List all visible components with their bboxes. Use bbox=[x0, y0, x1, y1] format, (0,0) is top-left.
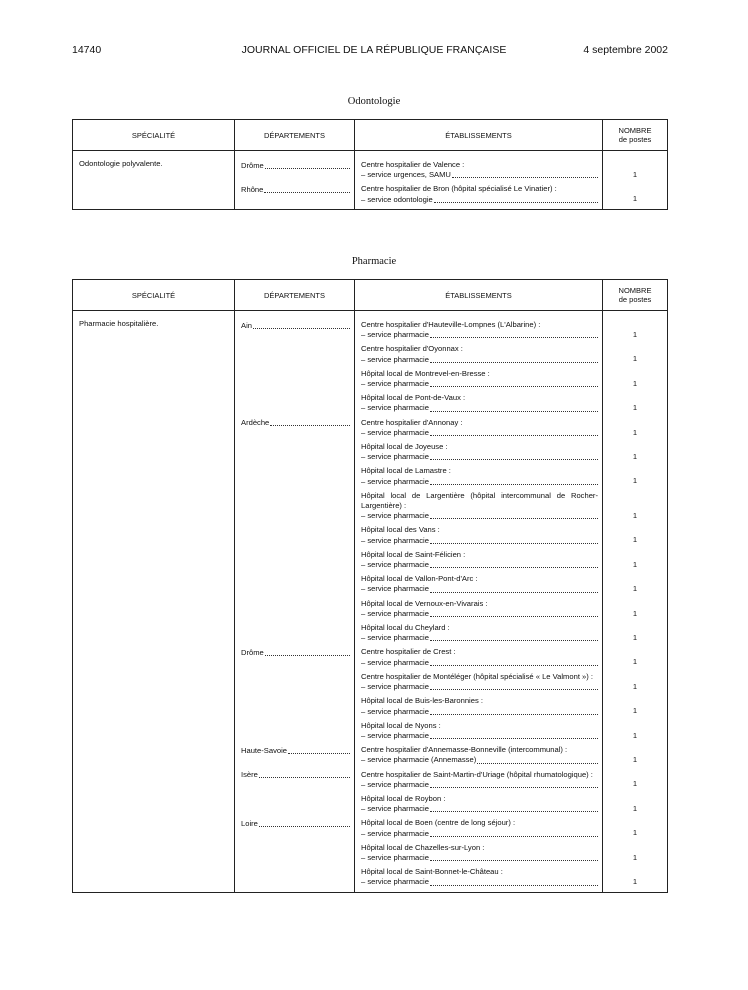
department-name-text: Isère bbox=[241, 770, 258, 780]
department-entry bbox=[241, 161, 350, 171]
establishment-entry bbox=[361, 184, 598, 204]
service bbox=[361, 707, 598, 717]
department-entry bbox=[241, 819, 350, 829]
establishment-entry bbox=[361, 647, 598, 667]
post-count-block bbox=[603, 682, 667, 692]
service bbox=[361, 170, 598, 180]
department-entry bbox=[241, 648, 350, 658]
service bbox=[361, 829, 598, 839]
specialty-name: Pharmacie hospitalière. bbox=[79, 319, 159, 328]
departments-cell bbox=[235, 151, 355, 210]
service bbox=[361, 755, 598, 765]
service-text: – service pharmacie bbox=[361, 584, 429, 594]
dot-leader bbox=[430, 434, 598, 436]
service-text: – service pharmacie bbox=[361, 403, 429, 413]
post-count-block bbox=[603, 706, 667, 716]
establishment-entry bbox=[361, 745, 598, 765]
establishment-name: Centre hospitalier de Saint-Martin-d'Uriage (hôpital rhumatologique) : bbox=[361, 769, 593, 779]
dot-leader bbox=[265, 654, 350, 656]
post-count-block bbox=[603, 170, 667, 180]
department-name-text: Rhône bbox=[241, 184, 264, 194]
service-text: – service odontologie bbox=[361, 194, 433, 204]
department-name bbox=[241, 648, 350, 658]
service-text: – service urgences, SAMU bbox=[361, 170, 451, 180]
establishment-entry bbox=[361, 525, 598, 545]
department-entry bbox=[241, 321, 350, 331]
dot-leader bbox=[430, 336, 598, 338]
service bbox=[361, 195, 598, 205]
table-header bbox=[73, 280, 668, 311]
col-header-nombre-1: NOMBRE bbox=[618, 126, 652, 135]
service-text: – service pharmacie bbox=[361, 511, 429, 521]
department-name bbox=[241, 746, 350, 756]
post-count: 1 bbox=[632, 828, 638, 838]
establishment-name: Hôpital local de Vernoux-en-Vivarais : bbox=[361, 598, 488, 608]
posts-cell bbox=[603, 151, 668, 210]
establishment-name: Hôpital local de Chazelles-sur-Lyon : bbox=[361, 842, 485, 852]
dot-leader bbox=[430, 517, 598, 519]
post-count-block bbox=[603, 779, 667, 789]
department-name-text: Haute-Savoie bbox=[241, 745, 288, 755]
departments-cell bbox=[235, 311, 355, 893]
establishment-entry bbox=[361, 843, 598, 863]
department-name-text: Drôme bbox=[241, 160, 264, 170]
establishment-entry bbox=[361, 344, 598, 364]
dot-leader bbox=[430, 688, 598, 690]
dot-leader bbox=[430, 483, 598, 485]
establishment-name: Hôpital local de Nyons : bbox=[361, 720, 441, 730]
post-count: 1 bbox=[632, 476, 638, 486]
dot-leader bbox=[259, 776, 350, 778]
service bbox=[361, 560, 598, 570]
service-text: – service pharmacie bbox=[361, 877, 429, 887]
post-count: 1 bbox=[632, 169, 638, 179]
dot-leader bbox=[430, 713, 598, 715]
post-count: 1 bbox=[632, 755, 638, 765]
post-count: 1 bbox=[632, 535, 638, 545]
establishments-cell bbox=[355, 311, 603, 893]
post-count-block bbox=[603, 354, 667, 364]
department-entry bbox=[241, 770, 350, 780]
establishment-name: Centre hospitalier de Montéléger (hôpital spécialisé « Le Valmont ») : bbox=[361, 671, 594, 681]
post-count-block bbox=[603, 731, 667, 741]
dot-leader bbox=[430, 566, 598, 568]
dot-leader bbox=[452, 176, 598, 178]
establishment-name: Hôpital local de Saint-Bonnet-le-Château : bbox=[361, 867, 503, 877]
col-header-departements: DÉPARTEMENTS bbox=[235, 280, 355, 311]
post-count-block bbox=[603, 330, 667, 340]
post-count-block bbox=[603, 403, 667, 413]
col-header-nombre-2: de postes bbox=[618, 135, 652, 144]
post-count: 1 bbox=[632, 730, 638, 740]
establishment-entry bbox=[361, 599, 598, 619]
establishment-entry bbox=[361, 623, 598, 643]
post-count: 1 bbox=[632, 608, 638, 618]
table-row bbox=[73, 151, 668, 210]
post-count: 1 bbox=[632, 194, 638, 204]
service-text: – service pharmacie bbox=[361, 608, 429, 618]
service bbox=[361, 428, 598, 438]
establishment-name: Hôpital local de Boen (centre de long séjour) : bbox=[361, 818, 516, 828]
post-count-block bbox=[603, 877, 667, 887]
dot-leader bbox=[430, 385, 598, 387]
service-text: – service pharmacie bbox=[361, 828, 429, 838]
post-count: 1 bbox=[632, 877, 638, 887]
establishment-entry bbox=[361, 818, 598, 838]
department-name-text: Ardèche bbox=[241, 418, 270, 428]
service bbox=[361, 452, 598, 462]
section-title-pharmacie: Pharmacie bbox=[351, 256, 397, 267]
department-entry bbox=[241, 418, 350, 428]
post-count: 1 bbox=[632, 681, 638, 691]
service-text: – service pharmacie bbox=[361, 476, 429, 486]
department-name bbox=[241, 161, 350, 171]
establishment-entry bbox=[361, 867, 598, 887]
post-count: 1 bbox=[632, 354, 638, 364]
service bbox=[361, 682, 598, 692]
department-name bbox=[241, 770, 350, 780]
establishment-entry bbox=[361, 466, 598, 486]
service-text: – service pharmacie bbox=[361, 535, 429, 545]
establishment-name: Centre hospitalier d'Hauteville-Lompnes (L'Albarine) : bbox=[361, 320, 541, 329]
department-name bbox=[241, 819, 350, 829]
dot-leader bbox=[430, 810, 598, 812]
establishment-name: Hôpital local des Vans : bbox=[361, 525, 440, 535]
section-title-odontologie: Odontologie bbox=[347, 96, 401, 107]
post-count-block bbox=[603, 511, 667, 521]
post-count-block bbox=[603, 428, 667, 438]
department-entry bbox=[241, 185, 350, 195]
service bbox=[361, 355, 598, 365]
establishment-entry bbox=[361, 393, 598, 413]
service-text: – service pharmacie bbox=[361, 804, 429, 814]
establishment-name: Hôpital local de Roybon : bbox=[361, 793, 446, 803]
col-header-nombre bbox=[603, 120, 668, 151]
establishment-name: Hôpital local de Joyeuse : bbox=[361, 442, 448, 452]
col-header-etablissements: ÉTABLISSEMENTS bbox=[355, 280, 603, 311]
establishment-entry bbox=[361, 369, 598, 389]
post-count-block bbox=[603, 535, 667, 545]
journal-title: JOURNAL OFFICIEL DE LA RÉPUBLIQUE FRANÇAISE bbox=[241, 44, 507, 56]
post-count-block bbox=[603, 609, 667, 619]
service bbox=[361, 877, 598, 887]
post-count: 1 bbox=[632, 706, 638, 716]
establishment-entry bbox=[361, 794, 598, 814]
post-count: 1 bbox=[632, 451, 638, 461]
page-date: 4 septembre 2002 bbox=[583, 44, 668, 56]
service bbox=[361, 633, 598, 643]
establishment-name: Hôpital local de Saint-Félicien : bbox=[361, 549, 466, 559]
service bbox=[361, 658, 598, 668]
service bbox=[361, 330, 598, 340]
post-count: 1 bbox=[632, 779, 638, 789]
dot-leader bbox=[430, 542, 598, 544]
posts-cell bbox=[603, 311, 668, 893]
post-count: 1 bbox=[632, 427, 638, 437]
post-count-block bbox=[603, 853, 667, 863]
specialty-name: Odontologie polyvalente. bbox=[79, 159, 163, 168]
dot-leader bbox=[264, 191, 350, 193]
dot-leader bbox=[253, 327, 350, 329]
service-text: – service pharmacie bbox=[361, 657, 429, 667]
dot-leader bbox=[430, 737, 598, 739]
establishment-name: Centre hospitalier de Bron (hôpital spécialisé Le Vinatier) : bbox=[361, 184, 557, 194]
odontologie-table bbox=[72, 119, 668, 210]
dot-leader bbox=[430, 361, 598, 363]
service-text: – service pharmacie bbox=[361, 427, 429, 437]
post-count: 1 bbox=[632, 852, 638, 862]
post-count-block bbox=[603, 657, 667, 667]
post-count: 1 bbox=[632, 403, 638, 413]
establishment-entry bbox=[361, 672, 598, 692]
establishment-name: Centre hospitalier de Crest : bbox=[361, 647, 456, 657]
pharmacie-table bbox=[72, 279, 668, 893]
post-count: 1 bbox=[632, 657, 638, 667]
dot-leader bbox=[270, 424, 350, 426]
post-count-block bbox=[603, 452, 667, 462]
post-count: 1 bbox=[632, 378, 638, 388]
service-text: – service pharmacie bbox=[361, 330, 429, 340]
department-entry bbox=[241, 746, 350, 756]
establishment-name: Hôpital local de Lamastre : bbox=[361, 466, 451, 476]
service-text: – service pharmacie bbox=[361, 779, 429, 789]
service bbox=[361, 853, 598, 863]
post-count-block bbox=[603, 755, 667, 765]
establishment-name: Hôpital local de Buis-les-Baronnies : bbox=[361, 696, 483, 706]
dot-leader bbox=[430, 835, 598, 837]
department-name-text: Drôme bbox=[241, 647, 264, 657]
service-text: – service pharmacie bbox=[361, 682, 429, 692]
dot-leader bbox=[288, 752, 350, 754]
service bbox=[361, 584, 598, 594]
dot-leader bbox=[430, 591, 598, 593]
service-text: – service pharmacie bbox=[361, 633, 429, 643]
department-name-text: Ain bbox=[241, 320, 252, 330]
establishment-name: Hôpital local de Largentière (hôpital intercommunal de Rocher-Largentière) : bbox=[361, 490, 598, 511]
post-count-block bbox=[603, 584, 667, 594]
service bbox=[361, 609, 598, 619]
service-text: – service pharmacie bbox=[361, 730, 429, 740]
establishment-name: Hôpital local de Pont-de-Vaux : bbox=[361, 393, 466, 403]
dot-leader bbox=[434, 201, 598, 203]
dot-leader bbox=[477, 762, 598, 764]
service bbox=[361, 804, 598, 814]
establishment-entry bbox=[361, 320, 598, 340]
establishment-name: Centre hospitalier d'Annonay : bbox=[361, 417, 463, 427]
establishment-entry bbox=[361, 160, 598, 180]
service bbox=[361, 511, 598, 521]
establishment-name: Centre hospitalier d'Annemasse-Bonneville (intercommunal) : bbox=[361, 745, 568, 755]
post-count-block bbox=[603, 476, 667, 486]
dot-leader bbox=[430, 615, 598, 617]
post-count-block bbox=[603, 379, 667, 389]
post-count-block bbox=[603, 828, 667, 838]
department-name-text: Loire bbox=[241, 818, 258, 828]
service-text: – service pharmacie bbox=[361, 452, 429, 462]
dot-leader bbox=[259, 825, 350, 827]
establishment-entry bbox=[361, 721, 598, 741]
post-count-block bbox=[603, 194, 667, 204]
col-header-nombre bbox=[603, 280, 668, 311]
service bbox=[361, 477, 598, 487]
dot-leader bbox=[430, 639, 598, 641]
department-name bbox=[241, 185, 350, 195]
dot-leader bbox=[430, 786, 598, 788]
establishment-name: Hôpital local du Cheylard : bbox=[361, 623, 450, 633]
dot-leader bbox=[430, 664, 598, 666]
col-header-departements: DÉPARTEMENTS bbox=[235, 120, 355, 151]
establishment-name: Hôpital local de Vallon-Pont-d'Arc : bbox=[361, 574, 478, 584]
post-count-block bbox=[603, 633, 667, 643]
establishments-cell bbox=[355, 151, 603, 210]
dot-leader bbox=[265, 167, 350, 169]
col-header-nombre-1: NOMBRE bbox=[618, 286, 652, 295]
establishment-entry bbox=[361, 442, 598, 462]
service-text: – service pharmacie bbox=[361, 852, 429, 862]
specialty-cell bbox=[73, 151, 235, 210]
page-number: 14740 bbox=[72, 44, 102, 56]
post-count-block bbox=[603, 804, 667, 814]
establishment-entry bbox=[361, 491, 598, 522]
post-count: 1 bbox=[632, 632, 638, 642]
department-name bbox=[241, 321, 350, 331]
service-text: – service pharmacie bbox=[361, 354, 429, 364]
table-row bbox=[73, 311, 668, 893]
table-header bbox=[73, 120, 668, 151]
service bbox=[361, 536, 598, 546]
service-text: – service pharmacie bbox=[361, 706, 429, 716]
department-name bbox=[241, 418, 350, 428]
establishment-entry bbox=[361, 574, 598, 594]
establishment-name: Centre hospitalier d'Oyonnax : bbox=[361, 344, 463, 354]
service bbox=[361, 403, 598, 413]
dot-leader bbox=[430, 410, 598, 412]
post-count: 1 bbox=[632, 510, 638, 520]
establishment-entry bbox=[361, 770, 598, 790]
service bbox=[361, 379, 598, 389]
col-header-etablissements: ÉTABLISSEMENTS bbox=[355, 120, 603, 151]
dot-leader bbox=[430, 884, 598, 886]
service bbox=[361, 780, 598, 790]
col-header-specialite: SPÉCIALITÉ bbox=[73, 120, 235, 151]
post-count: 1 bbox=[632, 329, 638, 339]
dot-leader bbox=[430, 458, 598, 460]
establishment-name: Centre hospitalier de Valence : bbox=[361, 160, 465, 169]
service bbox=[361, 731, 598, 741]
col-header-nombre-2: de postes bbox=[618, 295, 652, 304]
col-header-specialite: SPÉCIALITÉ bbox=[73, 280, 235, 311]
service-text: – service pharmacie bbox=[361, 560, 429, 570]
specialty-cell bbox=[73, 311, 235, 893]
post-count: 1 bbox=[632, 584, 638, 594]
establishment-name: Hôpital local de Montrevel-en-Bresse : bbox=[361, 368, 490, 378]
establishment-entry bbox=[361, 550, 598, 570]
establishment-entry bbox=[361, 418, 598, 438]
post-count: 1 bbox=[632, 803, 638, 813]
dot-leader bbox=[430, 859, 598, 861]
establishment-entry bbox=[361, 696, 598, 716]
post-count-block bbox=[603, 560, 667, 570]
service-text: – service pharmacie bbox=[361, 379, 429, 389]
post-count: 1 bbox=[632, 559, 638, 569]
service-text: – service pharmacie (Annemasse) bbox=[361, 755, 477, 765]
